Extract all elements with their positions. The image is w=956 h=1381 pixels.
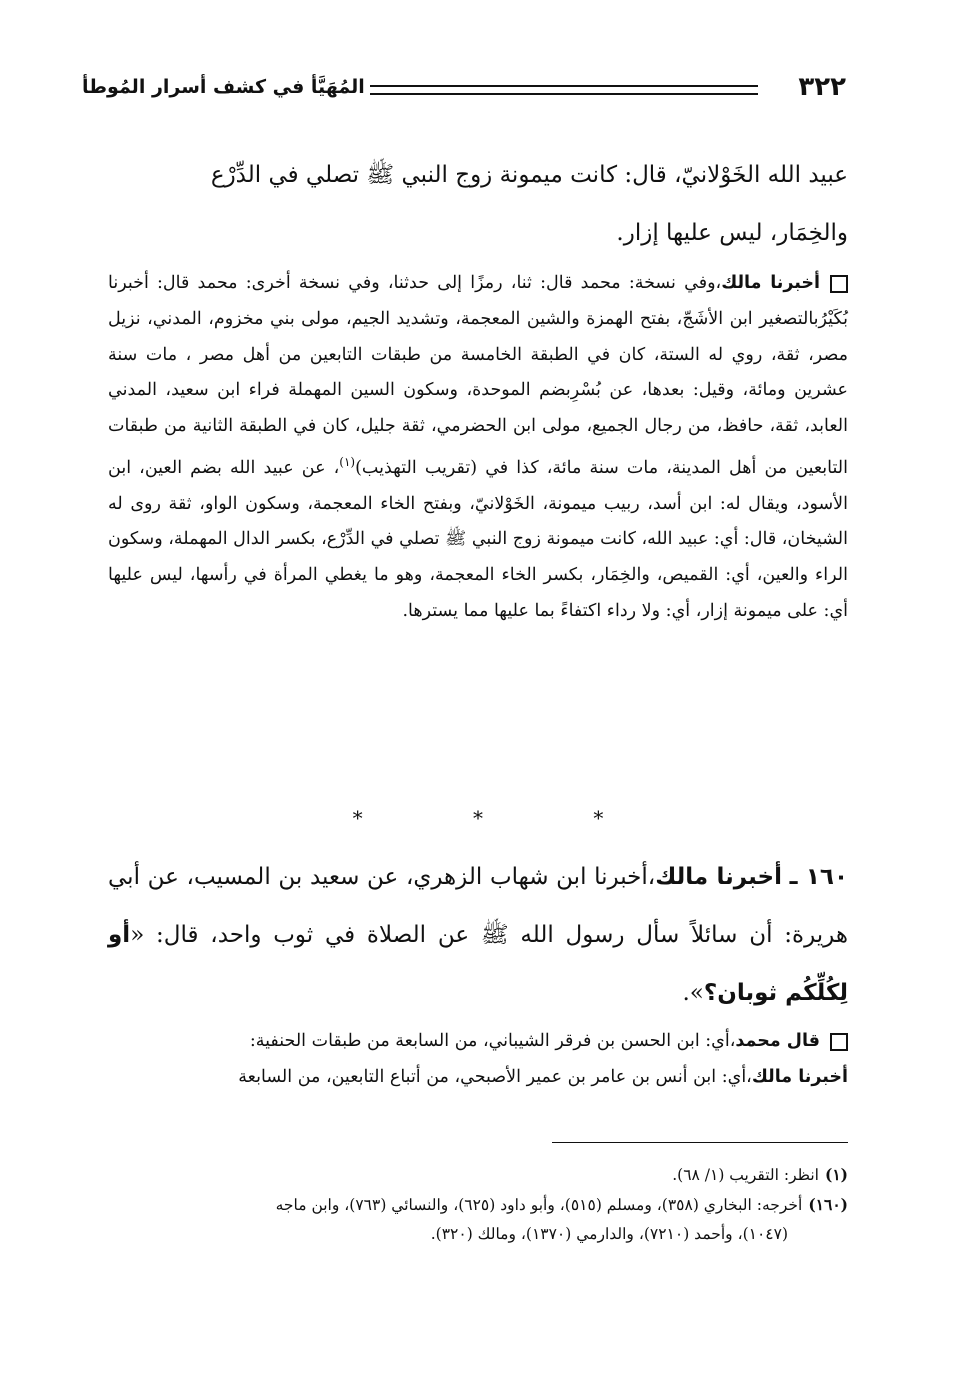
commentary2-lead1: قال محمد	[735, 1031, 820, 1051]
footnote-160-number: (١٦٠)	[808, 1195, 848, 1214]
top-text-line2: والخِمَار، ليس عليها إزار.	[616, 220, 848, 246]
header-double-rule	[370, 85, 758, 95]
footnote-160-text: أخرجه: البخاري (٣٥٨)، ومسلم (٥١٥)، وأبو داود (٦٢٥)، والنسائي (٧٦٣)، وابن ماجه	[275, 1196, 803, 1214]
hadith-quote: أو لِكُلِّكُم ثوبان؟	[108, 922, 848, 1006]
footnotes	[88, 1160, 848, 1249]
hadith-end: ».	[682, 980, 704, 1006]
footnote-ref-1: (١)	[339, 454, 356, 469]
footnote-160	[88, 1190, 848, 1220]
section-separator: * * *	[352, 806, 656, 830]
footnote-160-continuation: (١٠٤٧)، وأحمد (٧٢١٠)، والدارمي (١٣٧٠)، ومالك (٣٢٠).	[430, 1225, 788, 1243]
commentary-paragraph-1	[108, 266, 848, 630]
square-marker-icon	[830, 275, 848, 293]
hadith-160	[108, 848, 848, 1022]
running-title: المُهَيَّأ في كشف أسرار المُوطأ	[82, 76, 365, 98]
hadith-number: ١٦٠ ـ	[789, 864, 849, 890]
top-text	[108, 146, 848, 262]
commentary2-text2: ،أي: ابن أنس بن عامر بن عمير الأصبحي، من أتباع التابعين، من السابعة	[238, 1066, 752, 1087]
commentary1-lead: أخبرنا مالك	[721, 273, 820, 293]
footnote-separator	[552, 1142, 848, 1143]
commentary2-lead2: أخبرنا مالك	[751, 1066, 848, 1087]
commentary-paragraph-2	[108, 1024, 848, 1096]
page-number: ٣٢٢	[798, 72, 846, 102]
footnote-1-number: (١)	[824, 1165, 848, 1184]
commentary1-text2: ، عن عبيد الله بضم العين، ابن الأسود، ويقال له: ابن أسد، ربيب ميمونة، الخَوْلانيّ، وبفتح الخاء المعجمة، وسكون الواو، ثقة روى له الشيخان، قال: أي: عبيد الله، كانت ميمونة زوج النبي ﷺ تصلي في الدِّرْع، بكسر الدال المهملة، وسكون الراء والعين، أي: القميص، والخِمَار، بكسر الخاء المعجمة، وهو ما يغطي المرأة في رأسها، ليس عليها أي: على ميمونة إزار، أي: ولا رداء اكتفاءً بما عليها مما يسترها.	[108, 457, 848, 621]
footnote-1	[88, 1160, 848, 1190]
top-text-line1: عبيد الله الخَوْلانيّ، قال: كانت ميمونة زوج النبي ﷺ تصلي في الدِّرْع	[210, 162, 848, 188]
hadith-lead: أخبرنا مالك	[655, 864, 782, 890]
hadith-text: ،أخبرنا ابن شهاب الزهري، عن سعيد بن المسيب، عن أبي هريرة: أن سائلاً سأل رسول الله ﷺ عن الصلاة في ثوب واحد، قال: «	[108, 864, 848, 948]
commentary2-text1: ،أي: ابن الحسن بن فرقر الشيباني، من السابعة من طبقات الحنفية:	[249, 1031, 736, 1051]
square-marker-icon	[830, 1033, 848, 1051]
page-header	[82, 70, 846, 110]
footnote-1-text: انظر: التقريب (١/ ٦٨).	[672, 1166, 819, 1184]
commentary1-text: ،وفي نسخة: محمد قال: ثنا، رمزًا إلى حدثنا، وفي نسخة أخرى: محمد قال: أخبرنا بُكَيْرُبالتصغير ابن الأشَجّ، بفتح الهمزة والشين المعجمة، وتشديد الجيم، مولى بني مخزوم، المدني، نزيل مصر، ثقة، روي له الستة، كان في الطبقة الخامسة من طبقات التابعين من أهل مصر ، مات سنة عشرين ومائة، وقيل: بعدها، عن بُسْرِبضم الموحدة، وسكون السين المهملة فراء ابن سعيد، المدني العابد، ثقة، حافظ، من رجال الجميع، مولى ابن الحضرمي، ثقة جليل، كان في الطبقة الثانية من طبقات التابعين من أهل المدينة، مات سنة مائة، كذا في (تقريب التهذيب)	[108, 273, 848, 478]
